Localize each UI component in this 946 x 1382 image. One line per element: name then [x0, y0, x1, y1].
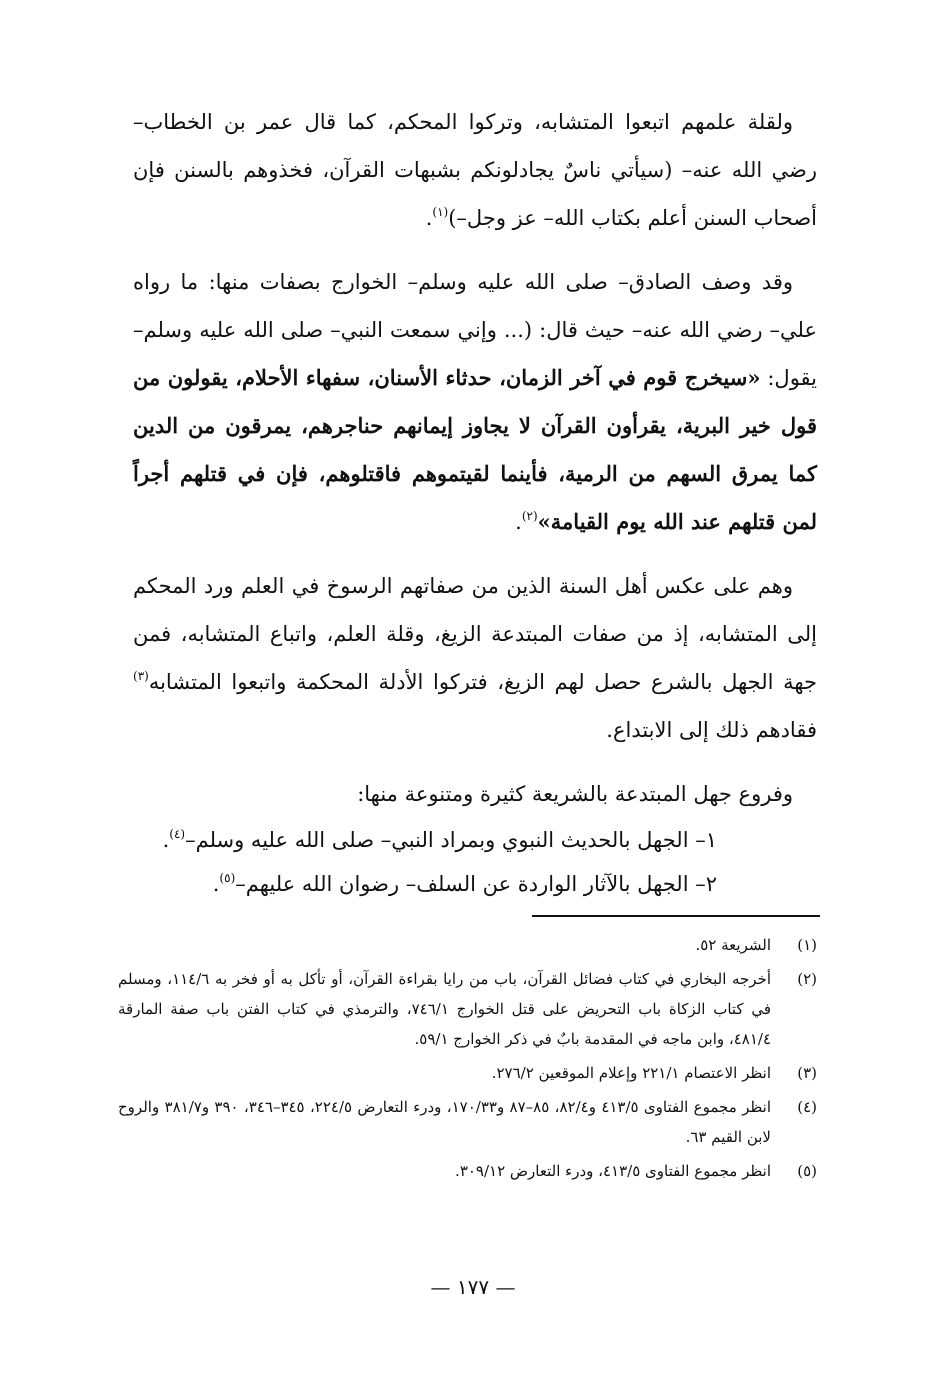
hadith-quote: «سيخرج قوم في آخر الزمان، حدثاء الأسنان، سفهاء الأحلام، يقولون من قول خير البرية، يقرأون القرآن لا يجاوز إيمانهم حناجرهم، يمرقون من الدين كما يمرق السهم من الرمية، فأينما لقيتموهم فاقتلوهم، فإن في قتلهم أجراً لمن قتلهم عند الله يوم القيامة»: [133, 365, 818, 534]
list-item-1-end: .: [162, 828, 170, 852]
list-item-2-text: ٢– الجهل بالآثار الواردة عن السلف– رضوان الله عليهم–: [235, 872, 717, 896]
page-number: — ١٧٧ —: [430, 1275, 516, 1299]
footnote-5: [118, 1156, 817, 1186]
footnote-number: (٥): [797, 1162, 817, 1180]
footnote-number: (٤): [797, 1098, 817, 1116]
paragraph-2: [133, 258, 817, 546]
footnote-4: [118, 1092, 817, 1152]
footnote-ref-5[interactable]: (٥): [219, 871, 236, 885]
footnote-1: [118, 930, 817, 960]
paragraph-2-end: .: [515, 510, 522, 534]
paragraph-1-end: .: [425, 206, 433, 230]
list-item-2: [133, 862, 817, 906]
footnote-ref-4[interactable]: (٤): [169, 827, 186, 841]
paragraph-1: [133, 98, 817, 242]
paragraph-3-rest: فقادهم ذلك إلى الابتداع.: [606, 718, 817, 742]
footnote-separator: [532, 915, 820, 917]
footnote-2: [118, 964, 817, 1054]
footnote-text: انظر مجموع الفتاوى ٤١٣/٥، ودرء التعارض ٣٠٩/١٢.: [455, 1162, 771, 1180]
paragraph-1-text: ولقلة علمهم اتبعوا المتشابه، وتركوا المحكم، كما قال عمر بن الخطاب– رضي الله عنه– (سيأتي ناسٌ يجادلونكم بشبهات القرآن، فخذوهم بالسنن فإن أصحاب السنن أعلم بكتاب الله– عز وجل–): [133, 110, 817, 230]
paragraph-3: [133, 562, 817, 754]
footnote-number: (٢): [797, 970, 817, 988]
footnote-ref-2[interactable]: (٢): [521, 509, 538, 523]
footnote-text: الشريعة ٥٢.: [695, 936, 771, 954]
paragraph-2-intro: وقد وصف الصادق– صلى الله عليه وسلم– الخوارج بصفات منها: ما رواه علي– رضي الله عنه– حيث قال: (... وإني سمعت النبي– صلى الله عليه وسلم– يقول:: [133, 270, 818, 390]
list-item-1-text: ١– الجهل بالحديث النبوي وبمراد النبي– صلى الله عليه وسلم–: [185, 828, 717, 852]
list-item-1: [133, 818, 817, 862]
paragraph-4: [133, 770, 817, 818]
main-text: [133, 98, 817, 906]
footnote-number: (١): [797, 936, 817, 954]
footnote-ref-3[interactable]: (٣): [133, 669, 149, 683]
footnote-text: انظر مجموع الفتاوى ٤١٣/٥ و٨٢/٤، ٨٥–٨٧ و١٧٠/٣٣، ودرء التعارض ٢٢٤/٥، ٣٤٥–٣٤٦، ٣٩٠ و٣٨١/٧ والروح لابن القيم ٦٣.: [118, 1098, 772, 1146]
footnote-3: [118, 1058, 817, 1088]
list-item-2-end: .: [212, 872, 220, 896]
footnotes: [118, 930, 817, 1190]
paragraph-3-text: وهم على عكس أهل السنة الذين من صفاتهم الرسوخ في العلم ورد المحكم إلى المتشابه، إذ من صفات المبتدعة الزيغ، وقلة العلم، واتباع المتشابه، فمن جهة الجهل بالشرع حصل لهم الزيغ، فتركوا الأدلة المحكمة واتبعوا المتشابه: [133, 574, 817, 694]
footnote-ref-1[interactable]: (١): [432, 205, 449, 219]
footnote-text: أخرجه البخاري في كتاب فضائل القرآن، باب من رايا بقراءة القرآن، أو تأكل به أو فخر به ١١٤/٦، ومسلم في كتاب الزكاة باب التحريض على قتل الخوارج ٧٤٦/١، والترمذي في كتاب الفتن باب صفة المارقة ٤٨١/٤، وابن ماجه في المقدمة بابٌ في ذكر الخوارج ٥٩/١.: [118, 970, 772, 1048]
footnote-text: انظر الاعتصام ٢٢١/١ وإعلام الموقعين ٢٧٦/٢.: [491, 1064, 771, 1082]
footnote-number: (٣): [797, 1064, 817, 1082]
paragraph-4-text: وفروع جهل المبتدعة بالشريعة كثيرة ومتنوعة منها:: [357, 782, 793, 806]
